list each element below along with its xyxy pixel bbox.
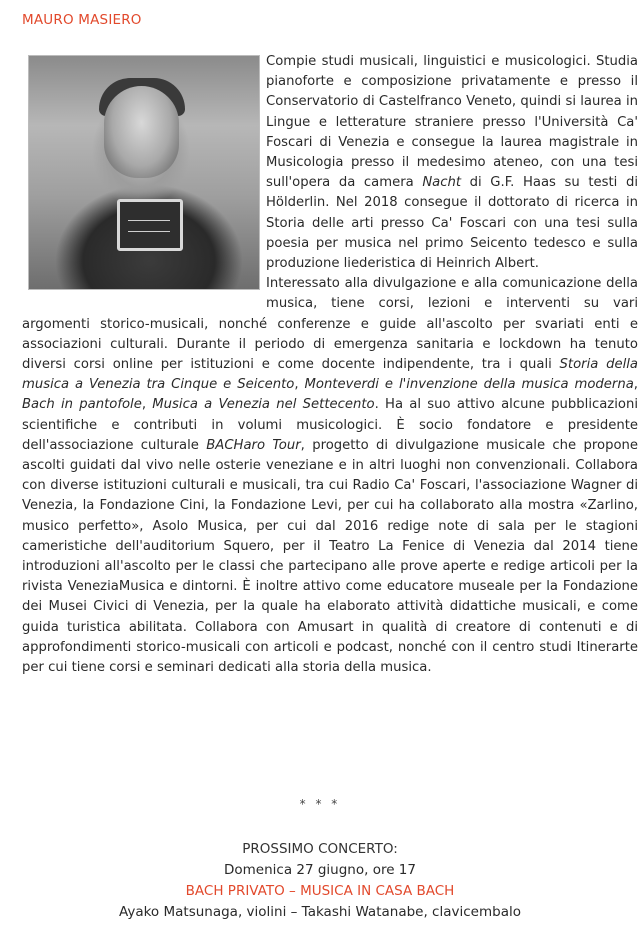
next-concert-title: BACH PRIVATO – MUSICA IN CASA BACH (185, 883, 455, 899)
photo-spacer (22, 52, 266, 298)
separator-comma: , (141, 397, 153, 413)
course-title: Storia della musica a Venezia tra Cinque e Seicento (22, 357, 638, 393)
work-title-nacht: Nacht (422, 175, 462, 191)
course-title: Bach in pantofole (22, 397, 142, 413)
next-concert-label: PROSSIMO CONCERTO: (242, 841, 398, 857)
bio-paragraph-2 (22, 274, 638, 678)
bio-text: . Ha al suo attivo alcune pubblicazioni scientifiche e contributi in volumi musicologici. È socio fondatore e presidente dell'associazione culturale (22, 397, 638, 453)
next-concert (0, 839, 640, 923)
next-concert-performers: Ayako Matsunaga, violini – Takashi Watanabe, clavicembalo (119, 904, 521, 920)
author-name: MAURO MASIERO (22, 12, 142, 28)
association-name: BACHaro Tour (206, 437, 301, 453)
section-separator: * * * (299, 797, 341, 811)
bio-text: di G.F. Haas su testi di Hölderlin. Nel 2018 consegue il dottorato di ricerca in Storia delle arti presso Ca' Foscari con una tesi sulla poesia per musica nel primo Seicento tedesco e sulla produzione liederistica di Heinrich Albert. (266, 175, 638, 272)
bio-text: , progetto di divulgazione musicale che propone ascolti guidati dal vivo nelle osterie veneziane e in altri luoghi non convenzionali. Collabora con diverse istituzioni culturali e musicali, tra cui Radio Ca' Foscari, l'associazione Wagner di Venezia, la Fondazione Cini, la Fondazione Levi, per cui ha collaborato alla mostra «Zarlino, musico perfetto», Asolo Musica, per cui dal 2016 redige note di sala per le stagioni cameristiche dell'auditorium Squero, per il Teatro La Fenice di Venezia dal 2014 tiene introduzioni all'ascolto per le classi che partecipano alle prove aperte e redige articoli per la rivista VeneziaMusica e dintorni. È inoltre attivo come educatore museale per la Fondazione dei Musei Civici di Venezia, per la quale ha elaborato attività didattiche musicali, e come guida turistica abilitata. Collabora con Amusart in qualità di creatore di contenuti e di approfondimenti storico-musicali con articoli e podcast, nonché con il centro studi Itinerarte per cui tiene corsi e seminari dedicati alla storia della musica. (22, 437, 638, 676)
course-title: Musica a Venezia nel Settecento (152, 397, 375, 413)
next-concert-date: Domenica 27 giugno, ore 17 (223, 862, 416, 878)
bio-text: Interessato alla divulgazione e alla comunicazione della musica, tiene corsi, lezioni e interventi su vari argomenti storico-musicali, nonché conferenze e guide all'ascolto per svariati enti e associazioni culturali. Durante il periodo di emergenza sanitaria e lockdown ha tenuto diversi corsi online per istituzioni e come docente indipendente, tra i quali (22, 276, 638, 373)
separator-comma: , (294, 377, 305, 393)
course-title: Monteverdi e l'invenzione della musica moderna (304, 377, 634, 393)
bio-text: Compie studi musicali, linguistici e musicologici. Studia pianoforte e composizione privatamente e presso il Conservatorio di Castelfranco Veneto, quindi si laurea in Lingue e letterature straniere presso l'Università Ca' Foscari di Venezia e consegue la laurea magistrale in Musicologia presso il medesimo ateneo, con una tesi sull'opera da camera (266, 54, 638, 191)
separator-comma: , (633, 377, 638, 393)
biography (22, 52, 638, 678)
